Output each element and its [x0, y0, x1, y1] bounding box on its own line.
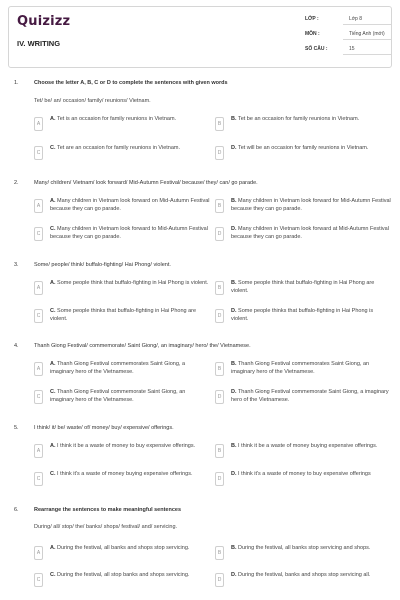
option-label: I think it be a waste of money buying expensive offerings.	[238, 443, 378, 449]
question-number: 6.	[14, 507, 19, 513]
meta-subject-label: MÔN :	[305, 31, 320, 37]
option-marker: B	[215, 362, 224, 376]
answer-option-c[interactable]	[34, 470, 209, 492]
option-letter: C.	[50, 471, 56, 477]
option-marker: A	[34, 281, 43, 295]
option-text	[50, 443, 210, 451]
answer-option-b[interactable]	[215, 197, 390, 219]
option-label: During the festival, all banks stop servicing and shops.	[238, 545, 371, 551]
option-text	[231, 226, 391, 241]
option-text	[50, 572, 210, 580]
option-letter: D.	[231, 226, 237, 232]
answer-option-b[interactable]	[215, 115, 390, 137]
option-letter: D.	[231, 389, 237, 395]
quizizz-logo: Quizizz	[17, 14, 71, 29]
option-text	[231, 545, 391, 553]
option-text	[231, 471, 391, 479]
option-label: During the festival, all stop banks and shops servicing.	[57, 572, 190, 578]
option-marker: D	[215, 309, 224, 323]
answer-option-b[interactable]	[215, 442, 390, 464]
option-marker: D	[215, 146, 224, 160]
option-text	[50, 308, 210, 323]
option-text	[231, 280, 391, 295]
question-prompt: During/ all/ stop/ the/ banks/ shops/ festival/ and/ servicing.	[34, 524, 178, 530]
question-number: 5.	[14, 425, 19, 431]
option-label: I think it's a waste of money to buy expensive offerings	[238, 471, 371, 477]
answer-option-c[interactable]	[34, 571, 209, 593]
meta-class-value: Lớp 8	[349, 16, 363, 22]
option-marker: B	[215, 199, 224, 213]
option-marker: A	[34, 199, 43, 213]
option-text	[50, 471, 210, 479]
option-text	[231, 145, 391, 153]
answer-option-d[interactable]	[215, 470, 390, 492]
option-label: Many children in Vietnam look forward at Mid-Autumn Festival because they can go parade.	[231, 226, 389, 240]
answer-option-c[interactable]	[34, 225, 209, 247]
question-prompt: Thanh Giong Festival/ commemorate/ Saint Giong/, an imaginary/ hero/ the/ Vietnamese.	[34, 343, 251, 349]
option-marker: C	[34, 227, 43, 241]
answer-option-d[interactable]	[215, 144, 390, 166]
answer-option-a[interactable]	[34, 279, 209, 301]
option-letter: B.	[231, 280, 237, 286]
meta-subject-value: Tiếng Anh (mới)	[349, 31, 385, 37]
worksheet-header	[8, 6, 392, 68]
option-letter: D.	[231, 572, 237, 578]
option-label: Thanh Giong Festival commemorates Saint Giong, a imaginary hero of the Vietnamese.	[50, 361, 186, 375]
answer-option-a[interactable]	[34, 544, 209, 566]
meta-count-value: 15	[349, 46, 355, 52]
option-label: Tet be an occasion for family reunions in Vietnam.	[237, 116, 360, 122]
option-label: Thanh Giong Festival commemorate Saint Giong, a imaginary hero of the Vietnamese.	[231, 389, 389, 403]
option-text	[50, 116, 210, 124]
option-text	[50, 280, 210, 288]
option-text	[50, 361, 210, 376]
option-marker: D	[215, 227, 224, 241]
option-label: Many children in Vietnam look forward on Mid-Autumn Festival because they can go parade.	[50, 198, 210, 212]
option-marker: D	[215, 390, 224, 404]
answer-option-d[interactable]	[215, 307, 390, 329]
option-text	[231, 361, 391, 376]
option-label: Tet are an occasion for family reunions in Vietnam.	[56, 145, 181, 151]
answer-option-d[interactable]	[215, 571, 390, 593]
question-number: 1.	[14, 80, 19, 86]
answer-option-b[interactable]	[215, 360, 390, 382]
option-letter: B.	[231, 198, 237, 204]
meta-divider	[343, 54, 391, 55]
option-label: Tet will be an occasion for family reunions in Vietnam.	[237, 145, 369, 151]
option-letter: D.	[231, 308, 237, 314]
option-letter: C.	[50, 572, 56, 578]
option-letter: B.	[231, 116, 237, 122]
option-letter: C.	[50, 145, 56, 151]
question-prompt: Some/ people/ think/ buffalo-fighting/ Hai Phong/ violent.	[34, 262, 171, 268]
question-prompt: Tet/ be/ an/ occasion/ family/ reunions/ Vietnam.	[34, 98, 151, 104]
option-marker: C	[34, 146, 43, 160]
question-prompt: Many/ children/ Vietnam/ look forward/ Mid-Autumn Festival/ because/ they/ can/ go parade.	[34, 180, 258, 186]
meta-divider	[343, 24, 391, 25]
meta-count-label: SỐ CÂU :	[305, 46, 328, 52]
section-title: IV. WRITING	[17, 39, 61, 48]
option-marker: B	[215, 546, 224, 560]
question-number: 4.	[14, 343, 19, 349]
option-label: Many children in Vietnam look forward for Mid-Autumn Festival because they can go parade.	[231, 198, 391, 212]
answer-option-c[interactable]	[34, 307, 209, 329]
option-label: Tet is an occasion for family reunions in Vietnam.	[56, 116, 177, 122]
option-letter: C.	[50, 389, 56, 395]
question-instruction: Rearrange the sentences to make meaningful sentences	[34, 507, 182, 513]
option-letter: C.	[50, 308, 56, 314]
option-label: Some people think that buffalo-fighting in Hai Phong is violent.	[57, 280, 209, 286]
option-letter: B.	[231, 545, 237, 551]
answer-option-b[interactable]	[215, 544, 390, 566]
option-marker: C	[34, 309, 43, 323]
option-text	[50, 389, 210, 404]
option-letter: A.	[50, 116, 56, 122]
option-text	[50, 226, 210, 241]
option-marker: D	[215, 472, 224, 486]
option-marker: C	[34, 573, 43, 587]
option-label: Some people thinks that buffalo-fighting in Hai Phong is violent.	[231, 308, 374, 322]
option-marker: A	[34, 362, 43, 376]
option-label: Thanh Giong Festival commemorate Saint Giong, an imaginary hero of the Vietnamese.	[50, 389, 186, 403]
option-letter: B.	[231, 361, 237, 367]
answer-option-a[interactable]	[34, 197, 209, 219]
option-marker: C	[34, 390, 43, 404]
option-label: I think it's a waste of money buying expensive offerings.	[57, 471, 193, 477]
answer-option-b[interactable]	[215, 279, 390, 301]
option-label: During the festival, all banks and shops stop servicing.	[57, 545, 190, 551]
answer-option-a[interactable]	[34, 115, 209, 137]
option-marker: C	[34, 472, 43, 486]
question-prompt: I think/ it/ be/ waste/ of/ money/ buy/ expensive/ offerings.	[34, 425, 174, 431]
option-letter: D.	[231, 471, 237, 477]
option-marker: B	[215, 117, 224, 131]
option-text	[231, 572, 391, 580]
option-label: Some people thinks that buffalo-fighting in Hai Phong are violent.	[50, 308, 197, 322]
option-marker: A	[34, 546, 43, 560]
option-marker: A	[34, 444, 43, 458]
option-label: Some people think that buffalo-fighting in Hai Phong are violent.	[231, 280, 375, 294]
option-letter: A.	[50, 443, 56, 449]
option-marker: A	[34, 117, 43, 131]
option-letter: A.	[50, 361, 56, 367]
question-number: 3.	[14, 262, 19, 268]
option-marker: D	[215, 573, 224, 587]
answer-option-c[interactable]	[34, 388, 209, 410]
option-text	[231, 389, 391, 404]
meta-class-label: LỚP :	[305, 16, 319, 22]
option-label: I think it be a waste of money to buy expensive offerings.	[57, 443, 196, 449]
answer-option-a[interactable]	[34, 360, 209, 382]
option-marker: B	[215, 281, 224, 295]
option-text	[231, 116, 391, 124]
option-letter: A.	[50, 198, 56, 204]
answer-option-c[interactable]	[34, 144, 209, 166]
answer-option-d[interactable]	[215, 225, 390, 247]
option-text	[231, 443, 391, 451]
option-text	[231, 308, 391, 323]
option-letter: A.	[50, 545, 56, 551]
option-letter: A.	[50, 280, 56, 286]
option-label: Thanh Giong Festival commemorates Saint Giong, an imaginary hero of the Vietnamese.	[231, 361, 370, 375]
option-letter: B.	[231, 443, 237, 449]
question-instruction: Choose the letter A, B, C or D to complete the sentences with given words	[34, 80, 228, 86]
meta-divider	[343, 39, 391, 40]
option-text	[50, 198, 210, 213]
option-text	[231, 198, 391, 213]
option-text	[50, 145, 210, 153]
answer-option-a[interactable]	[34, 442, 209, 464]
option-text	[50, 545, 210, 553]
option-label: Many children in Vietnam look forward to Mid-Autumn Festival because they can go parade.	[50, 226, 208, 240]
question-number: 2.	[14, 180, 19, 186]
option-letter: C.	[50, 226, 56, 232]
option-marker: B	[215, 444, 224, 458]
option-label: During the festival, banks and shops stop servicing all.	[238, 572, 371, 578]
answer-option-d[interactable]	[215, 388, 390, 410]
option-letter: D.	[231, 145, 237, 151]
